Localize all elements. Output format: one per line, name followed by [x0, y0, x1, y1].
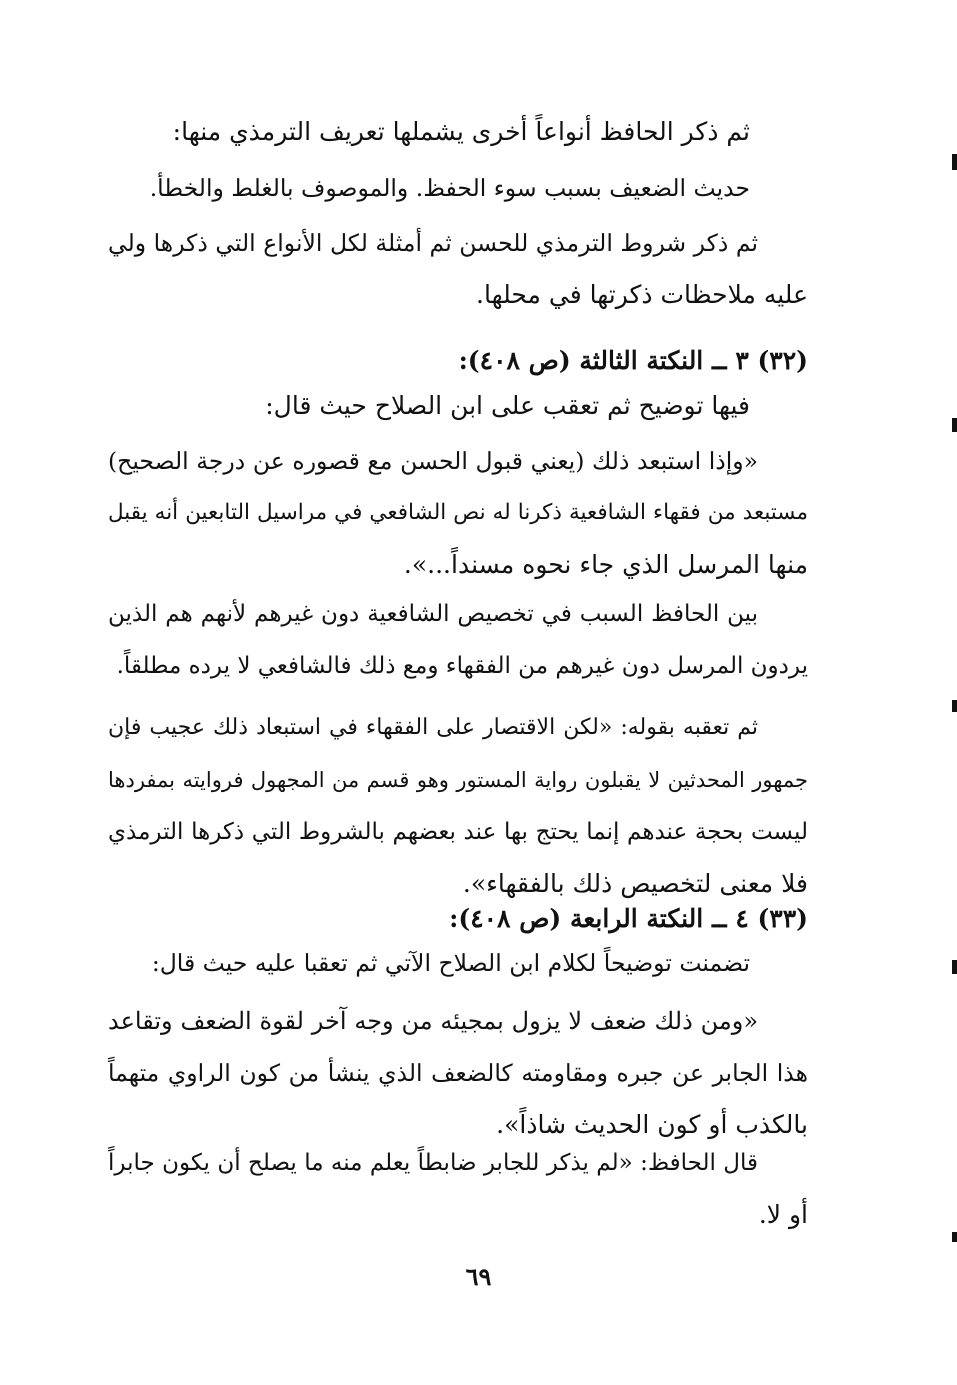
- scan-edge-mark: [952, 154, 957, 170]
- page-number: ٦٩: [465, 1262, 492, 1291]
- scan-edge-mark: [952, 960, 957, 974]
- paragraph: [140, 937, 750, 989]
- text-line: جمهور المحدثين لا يقبلون رواية المستور وهو قسم من المجهول فروايته بمفردها: [108, 768, 808, 792]
- paragraph: [108, 217, 808, 321]
- heading-text: (٣٢) ٣ ــ النكتة الثالثة (ص ٤٠٨):: [458, 346, 808, 375]
- text-line: ثم تعقبه بقوله: «لكن الاقتصار على الفقهاء في استبعاد ذلك عجيب فإن: [108, 715, 758, 740]
- paragraph: [150, 162, 750, 214]
- text-line: ليست بحجة عندهم إنما يحتج بها عند بعضهم بالشروط التي ذكرها الترمذي: [108, 819, 808, 845]
- quote-paragraph: [108, 435, 808, 591]
- paragraph: [108, 1137, 808, 1241]
- text-line: أو لا.: [758, 1200, 808, 1229]
- scan-edge-mark: [952, 700, 957, 712]
- heading-text: (٣٣) ٤ ــ النكتة الرابعة (ص ٤٠٨):: [449, 904, 808, 933]
- text-line: حديث الضعيف بسبب سوء الحفظ. والموصوف بالغلط والخطأ.: [149, 174, 750, 202]
- text-line: «وإذا استبعد ذلك (يعني قبول الحسن مع قصوره عن درجة الصحيح): [108, 447, 758, 475]
- scan-edge-mark: [952, 418, 957, 432]
- text-line: بين الحافظ السبب في تخصيص الشافعية دون غيرهم لأنهم هم الذين: [108, 601, 758, 627]
- text-line: فلا معنى لتخصيص ذلك بالفقهاء».: [462, 869, 808, 898]
- text-line: فيها توضيح ثم تعقب على ابن الصلاح حيث قال:: [265, 391, 750, 420]
- text-line: ثم ذكر الحافظ أنواعاً أخرى يشملها تعريف الترمذي منها:: [172, 117, 750, 146]
- text-line: تضمنت توضيحاً لكلام ابن الصلاح الآتي ثم تعقبا عليه حيث قال:: [151, 949, 750, 977]
- quote-paragraph: [108, 995, 808, 1151]
- paragraph: [108, 588, 808, 692]
- text-line: ثم ذكر شروط الترمذي للحسن ثم أمثلة لكل الأنواع التي ذكرها ولي: [108, 229, 758, 257]
- text-line: عليه ملاحظات ذكرتها في محلها.: [476, 280, 808, 309]
- text-line: هذا الجابر عن جبره ومقاومته كالضعف الذي ينشأ من كون الراوي متهماً: [108, 1059, 808, 1087]
- text-line: «ومن ذلك ضعف لا يزول بمجيئه من وجه آخر لقوة الضعف وتقاعد: [108, 1007, 758, 1035]
- text-line: قال الحافظ: «لم يذكر للجابر ضابطاً يعلم منه ما يصلح أن يكون جابراً: [108, 1150, 758, 1176]
- paragraph: [150, 380, 750, 432]
- text-line: منها المرسل الذي جاء نحوه مسنداً...».: [403, 550, 808, 579]
- paragraph: [108, 702, 808, 910]
- text-line: بالكذب أو كون الحديث شاذاً».: [496, 1110, 808, 1139]
- scan-edge-mark: [952, 1232, 957, 1242]
- text-line: يردون المرسل دون غيرهم من الفقهاء ومع ذلك فالشافعي لا يرده مطلقاً.: [116, 653, 808, 679]
- text-line: مستبعد من فقهاء الشافعية ذكرنا له نص الشافعي في مراسيل التابعين أنه يقبل: [108, 500, 808, 525]
- paragraph: [150, 106, 750, 158]
